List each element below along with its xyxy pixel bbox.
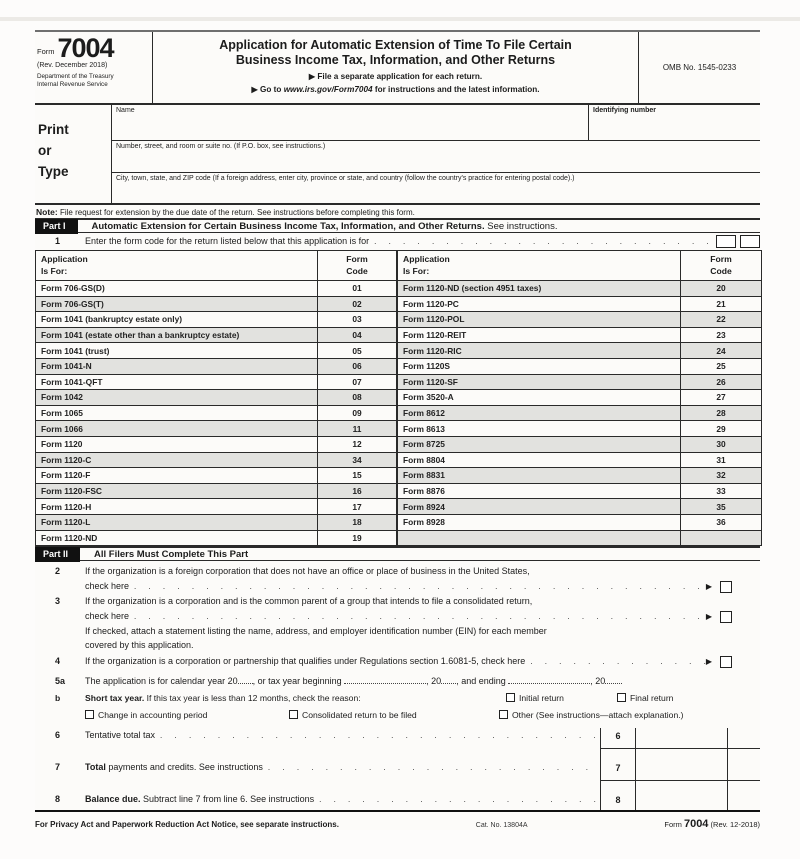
other-reason-checkbox[interactable] [499, 710, 508, 719]
line-3-check-here: check here . . . ▶ [35, 609, 760, 624]
tax-amount-section [35, 728, 760, 812]
line-2 [35, 564, 760, 579]
line-3-number: 3 [55, 596, 61, 606]
line-2-text: If the organization is a foreign corporation that does not have an office or place of business in the United States, [85, 566, 530, 576]
line-6-amount-field[interactable] [635, 728, 727, 748]
note-line [35, 205, 760, 218]
line-8 [35, 794, 600, 804]
form-code: 24 [681, 343, 762, 359]
final-return-checkbox[interactable] [617, 693, 626, 702]
form-id-block [35, 32, 153, 103]
city-state-zip-field[interactable] [112, 173, 760, 203]
form-code: 29 [681, 421, 762, 437]
form-code: 34 [318, 452, 397, 468]
amount-grid [600, 728, 760, 810]
change-accounting-period-checkbox[interactable] [85, 710, 94, 719]
grid-vertical-line [727, 728, 728, 810]
application-name: Form 8928 [398, 514, 681, 530]
line-8-number: 8 [55, 794, 61, 804]
table-row [398, 452, 762, 468]
form-revision: (Rev. December 2018) [37, 62, 108, 69]
line-5b-text: Short tax year. If this tax year is less than 12 months, check the reason: [85, 693, 361, 703]
part1-header [35, 218, 760, 233]
table-row [398, 530, 762, 546]
line-7 [35, 762, 600, 772]
line-1-text: Enter the form code for the return listed below that this application is for [85, 236, 370, 246]
line-5b-reasons-row2 [35, 707, 760, 724]
line-3-attachment-note-1: If checked, attach a statement listing the name, address, and employer identification number (EIN) for each member [85, 626, 547, 636]
application-name [398, 530, 681, 546]
form-code: 26 [681, 374, 762, 390]
line-8-text: Balance due. Subtract line 7 from line 6. See instructions [85, 794, 315, 804]
form-code: 21 [681, 296, 762, 312]
initial-return-checkbox[interactable] [506, 693, 515, 702]
form-code: 03 [318, 312, 397, 328]
other-reason-option: Other (See instructions—attach explanation.) [499, 707, 684, 724]
street-address-label: Number, street, and room or suite no. (If P.O. box, see instructions.) [116, 143, 326, 151]
form-code: 25 [681, 358, 762, 374]
dotted-leader [525, 654, 706, 669]
line-7-amount-field[interactable] [635, 748, 727, 780]
part2-title: All Filers Must Complete This Part [94, 548, 249, 560]
line-6-text: Tentative total tax [85, 730, 156, 740]
form-code-table-right [397, 250, 762, 546]
form-title-block [153, 32, 638, 103]
application-name: Form 1120-H [36, 499, 318, 515]
table-row [398, 405, 762, 421]
form-code-entry-box-2[interactable] [740, 235, 760, 248]
line-8-amount-field[interactable] [635, 780, 727, 812]
table-row [36, 436, 397, 452]
table-row [36, 405, 397, 421]
table-row [398, 296, 762, 312]
form-code: 07 [318, 374, 397, 390]
line-1-number: 1 [55, 236, 61, 246]
dotted-leader [369, 234, 716, 249]
calendar-year-blank[interactable] [238, 674, 253, 684]
application-name: Form 1120-POL [398, 312, 681, 328]
application-name: Form 1120-PC [398, 296, 681, 312]
table-row [398, 327, 762, 343]
form-code: 19 [318, 530, 397, 546]
scan-artifact-band [0, 17, 800, 21]
dotted-leader [314, 795, 600, 804]
application-is-for-header: Application Is For: [36, 251, 318, 281]
line-4 [35, 654, 760, 669]
form-footer [35, 812, 760, 830]
form-code: 35 [681, 499, 762, 515]
form-code: 08 [318, 390, 397, 406]
table-row [36, 483, 397, 499]
line-2-checkbox[interactable] [720, 581, 732, 593]
application-name: Form 1041-QFT [36, 374, 318, 390]
form-code: 22 [681, 312, 762, 328]
table-header-row [36, 251, 397, 281]
application-name: Form 1066 [36, 421, 318, 437]
form-code: 01 [318, 281, 397, 297]
application-name: Form 1120-C [36, 452, 318, 468]
part1-tag: Part I [35, 219, 78, 234]
line-5b-number: b [55, 693, 61, 703]
form-code-tables [35, 250, 760, 546]
pointer-arrow-icon: ▶ [705, 612, 712, 621]
form-code: 18 [318, 514, 397, 530]
table-row [36, 530, 397, 546]
note-label: Note: [36, 207, 58, 217]
line-3-checkbox[interactable] [720, 611, 732, 623]
table-row [36, 452, 397, 468]
table-row [398, 421, 762, 437]
part2-header [35, 546, 760, 561]
name-field[interactable] [112, 105, 588, 140]
catalog-number: Cat. No. 13804A [475, 822, 528, 829]
line-5a-number: 5a [55, 676, 66, 686]
form-code: 06 [318, 358, 397, 374]
application-name: Form 1041 (estate other than a bankruptcy estate) [36, 327, 318, 343]
identifying-number-field[interactable] [588, 105, 760, 140]
form-code: 15 [318, 468, 397, 484]
form-code: 33 [681, 483, 762, 499]
form-code [681, 530, 762, 546]
dotted-leader [263, 763, 600, 772]
dept-irs: Internal Revenue Service [37, 80, 108, 88]
line-6-number: 6 [55, 730, 61, 740]
table-row [36, 374, 397, 390]
form-code: 20 [681, 281, 762, 297]
line-5b [35, 690, 760, 707]
note-text: File request for extension by the due date of the return. See instructions before completing this form. [59, 208, 415, 217]
initial-return-option: Initial return [506, 690, 617, 707]
line-4-checkbox[interactable] [720, 656, 732, 668]
form-code: 32 [681, 468, 762, 484]
line-1 [35, 233, 760, 250]
table-row [36, 296, 397, 312]
line-7-number: 7 [55, 762, 61, 772]
line-4-text: If the organization is a corporation or partnership that qualifies under Regulations section 1.6081-5, check here [85, 656, 526, 666]
line-5a-text: The application is for calendar year 20 , or tax year beginning , 20 , and ending , 20 . [85, 676, 623, 686]
application-name: Form 1120-L [36, 514, 318, 530]
table-row [398, 358, 762, 374]
application-name: Form 8612 [398, 405, 681, 421]
table-row [398, 436, 762, 452]
table-row [36, 514, 397, 530]
table-row [36, 499, 397, 515]
table-header-row [398, 251, 762, 281]
bullet-go-to-url: ▶ Go to www.irs.gov/Form7004 for instructions and the latest information. [251, 85, 540, 94]
table-row [36, 343, 397, 359]
form-code: 16 [318, 483, 397, 499]
application-name: Form 1120-F [36, 468, 318, 484]
table-row [398, 312, 762, 328]
identifying-number-label: Identifying number [593, 107, 656, 114]
line-6-box-number: 6 [615, 731, 621, 741]
name-label: Name [116, 107, 135, 114]
table-row [398, 499, 762, 515]
consolidated-return-option: Consolidated return to be filed [289, 707, 499, 724]
footer-form-id: Form 7004 (Rev. 12-2018) [664, 818, 760, 830]
table-row [36, 281, 397, 297]
table-row [398, 468, 762, 484]
application-name: Form 1120-ND (section 4951 taxes) [398, 281, 681, 297]
application-name: Form 706-GS(D) [36, 281, 318, 297]
change-accounting-period-option: Change in accounting period [85, 707, 289, 724]
form-code-table-left [35, 250, 397, 546]
table-row [36, 421, 397, 437]
application-name: Form 8613 [398, 421, 681, 437]
form-code-header: Form Code [681, 251, 762, 281]
application-name: Form 1041 (bankruptcy estate only) [36, 312, 318, 328]
form-7004 [35, 30, 760, 830]
application-name: Form 1120-ND [36, 530, 318, 546]
line-3-attachment-note-2: covered by this application. [85, 640, 194, 650]
beginning-year-blank[interactable] [441, 674, 456, 684]
application-name: Form 1120-REIT [398, 327, 681, 343]
form-code: 04 [318, 327, 397, 343]
form-code-header: Form Code [318, 251, 397, 281]
application-name: Form 8804 [398, 452, 681, 468]
application-name: Form 8876 [398, 483, 681, 499]
table-row [36, 468, 397, 484]
pointer-arrow-icon: ▶ [705, 582, 712, 591]
entity-section [35, 105, 760, 205]
table-row [36, 390, 397, 406]
form-number: 7004 [57, 33, 114, 63]
table-row [398, 483, 762, 499]
form-code: 28 [681, 405, 762, 421]
application-name: Form 8924 [398, 499, 681, 515]
table-row [398, 281, 762, 297]
line-7-box-number: 7 [615, 763, 621, 773]
bullet-separate-application: ▶ File a separate application for each return. [308, 72, 483, 81]
table-row [398, 343, 762, 359]
application-name: Form 1041-N [36, 358, 318, 374]
form-header [35, 30, 760, 105]
application-name: Form 1041 (trust) [36, 343, 318, 359]
application-name: Form 1065 [36, 405, 318, 421]
line-2-number: 2 [55, 566, 61, 576]
application-name: Form 1042 [36, 390, 318, 406]
line-2-check-here: check here . . . ▶ [35, 579, 760, 594]
application-name: Form 706-GS(T) [36, 296, 318, 312]
table-row [36, 358, 397, 374]
form-code: 12 [318, 436, 397, 452]
part2-tag: Part II [35, 547, 80, 562]
line-3-text: If the organization is a corporation and is the common parent of a group that intends to file a consolidated return, [85, 596, 533, 606]
line-3 [35, 594, 760, 609]
application-name: Form 1120 [36, 436, 318, 452]
line-5a [35, 672, 760, 690]
dotted-leader [129, 579, 706, 594]
application-is-for-header: Application Is For: [398, 251, 681, 281]
city-state-zip-label: City, town, state, and ZIP code (If a foreign address, enter city, province or state, and country (follow the country's practice for entering postal code).) [116, 174, 575, 182]
form-title-line1: Application for Automatic Extension of Time To File Certain [219, 38, 572, 52]
application-name: Form 8725 [398, 436, 681, 452]
form-code: 09 [318, 405, 397, 421]
application-name: Form 1120-RIC [398, 343, 681, 359]
application-name: Form 1120-FSC [36, 483, 318, 499]
form-code: 30 [681, 436, 762, 452]
print-or-type-label: Print or Type [35, 105, 112, 203]
line-4-number: 4 [55, 656, 61, 666]
tax-year-ending-blank[interactable] [508, 674, 590, 684]
street-address-field[interactable] [112, 141, 760, 172]
tax-year-beginning-blank[interactable] [344, 674, 426, 684]
dept-treasury: Department of the Treasury [37, 73, 114, 80]
form-code: 36 [681, 514, 762, 530]
consolidated-return-checkbox[interactable] [289, 710, 298, 719]
table-row [36, 327, 397, 343]
form-code-entry-box-1[interactable] [716, 235, 736, 248]
table-row [398, 390, 762, 406]
line-6 [35, 730, 600, 740]
table-row [398, 514, 762, 530]
form-code: 27 [681, 390, 762, 406]
table-row [398, 374, 762, 390]
form-code: 31 [681, 452, 762, 468]
omb-number: OMB No. 1545-0233 [638, 32, 760, 103]
privacy-act-notice: For Privacy Act and Paperwork Reduction Act Notice, see separate instructions. [35, 820, 339, 829]
irs-url: www.irs.gov/Form7004 [283, 85, 373, 94]
application-name: Form 1120-SF [398, 374, 681, 390]
form-code: 17 [318, 499, 397, 515]
dotted-leader [129, 609, 706, 624]
dotted-leader [155, 731, 600, 740]
form-code: 05 [318, 343, 397, 359]
form-title-line2: Business Income Tax, Information, and Other Returns [235, 53, 556, 67]
application-name: Form 3520-A [398, 390, 681, 406]
application-name: Form 8831 [398, 468, 681, 484]
application-name: Form 1120S [398, 358, 681, 374]
form-code: 11 [318, 421, 397, 437]
ending-year-blank[interactable] [605, 674, 620, 684]
pointer-arrow-icon: ▶ [705, 657, 712, 666]
form-word: Form [37, 47, 55, 56]
line-8-box-number: 8 [615, 795, 621, 805]
final-return-option: Final return [617, 690, 673, 707]
form-code: 02 [318, 296, 397, 312]
form-code: 23 [681, 327, 762, 343]
part1-title: Automatic Extension for Certain Business Income Tax, Information, and Other Returns. See instructions. [91, 220, 558, 232]
table-row [36, 312, 397, 328]
line-7-text: Total payments and credits. See instructions [85, 762, 263, 772]
